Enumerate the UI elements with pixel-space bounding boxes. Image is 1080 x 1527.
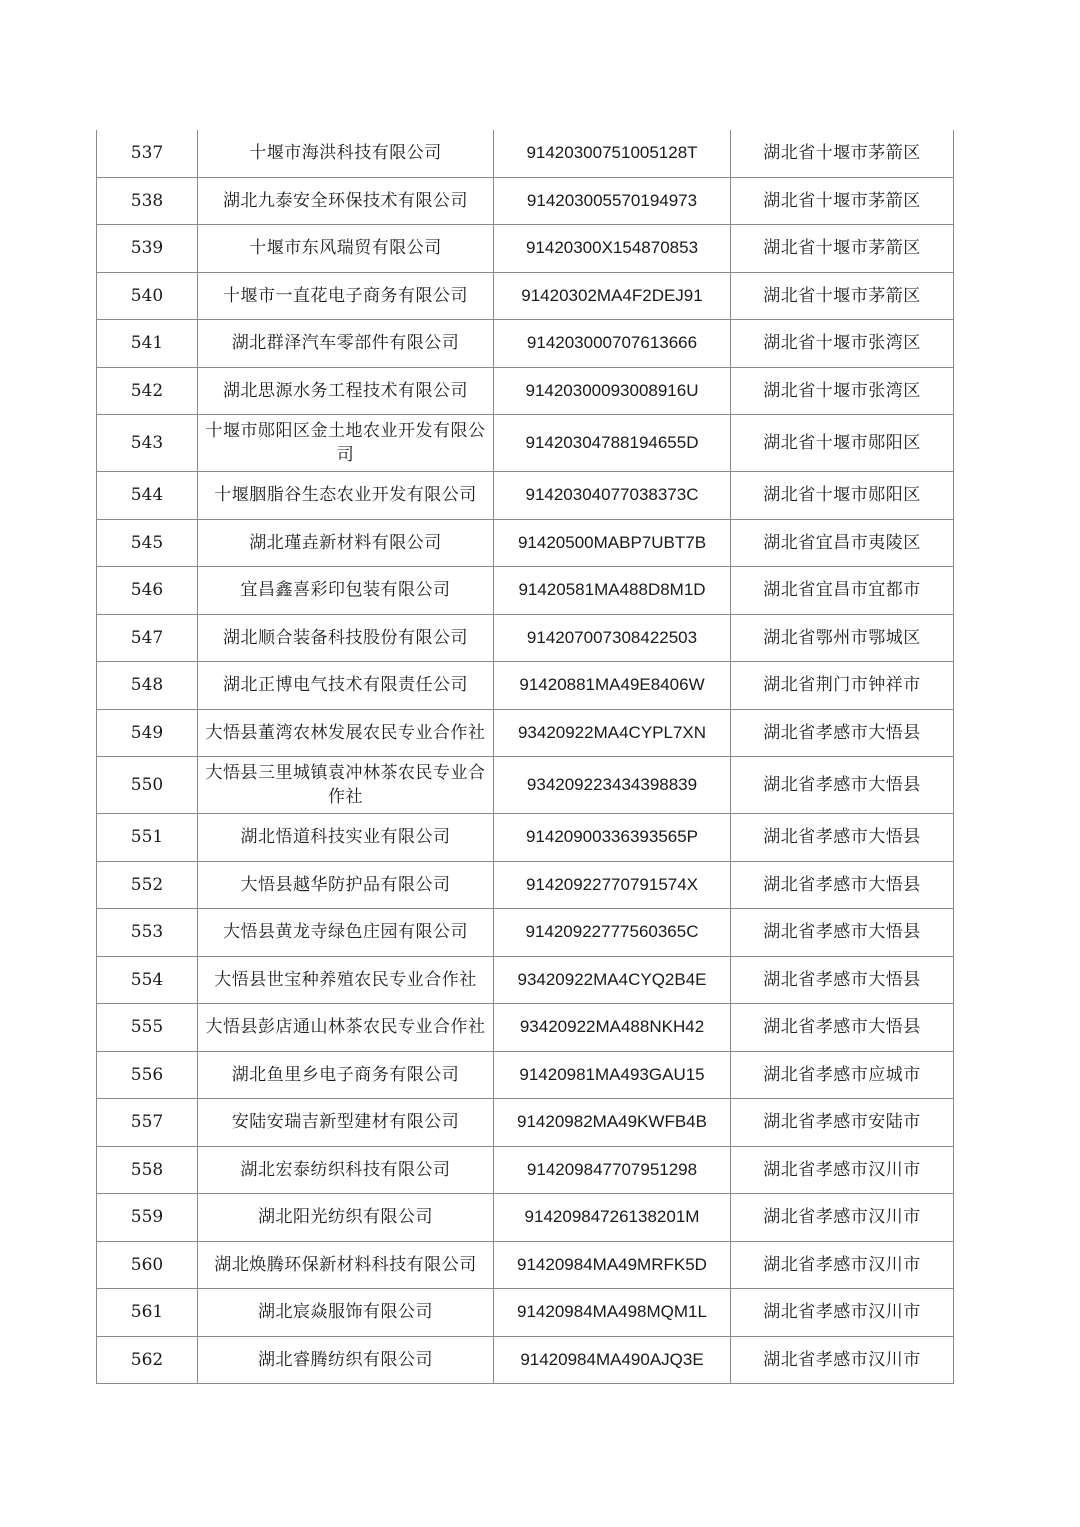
credit-code-cell: 934209223434398839 bbox=[494, 757, 731, 814]
row-number-cell: 558 bbox=[97, 1146, 198, 1194]
row-number-cell: 560 bbox=[97, 1241, 198, 1289]
company-name-cell: 宜昌鑫喜彩印包装有限公司 bbox=[198, 567, 494, 615]
row-number-cell: 555 bbox=[97, 1004, 198, 1052]
company-name-cell: 湖北顺合装备科技股份有限公司 bbox=[198, 614, 494, 662]
row-number-cell: 537 bbox=[97, 130, 198, 177]
region-cell: 湖北省孝感市大悟县 bbox=[731, 757, 954, 814]
table-row bbox=[97, 1336, 954, 1384]
row-number-cell: 546 bbox=[97, 567, 198, 615]
company-name-cell: 湖北群泽汽车零部件有限公司 bbox=[198, 320, 494, 368]
row-number-cell: 562 bbox=[97, 1336, 198, 1384]
credit-code-cell: 914203005570194973 bbox=[494, 177, 731, 225]
region-cell: 湖北省孝感市应城市 bbox=[731, 1051, 954, 1099]
row-number-cell: 544 bbox=[97, 472, 198, 520]
region-cell: 湖北省孝感市汉川市 bbox=[731, 1289, 954, 1337]
company-name-cell: 湖北宏泰纺织科技有限公司 bbox=[198, 1146, 494, 1194]
row-number-cell: 545 bbox=[97, 519, 198, 567]
region-cell: 湖北省孝感市汉川市 bbox=[731, 1241, 954, 1289]
company-name-cell: 安陆安瑞吉新型建材有限公司 bbox=[198, 1099, 494, 1147]
table-row bbox=[97, 519, 954, 567]
company-name-cell: 十堰市海洪科技有限公司 bbox=[198, 130, 494, 177]
table-row bbox=[97, 1194, 954, 1242]
row-number-cell: 542 bbox=[97, 367, 198, 415]
region-cell: 湖北省十堰市茅箭区 bbox=[731, 272, 954, 320]
credit-code-cell: 93420922MA4CYQ2B4E bbox=[494, 956, 731, 1004]
region-cell: 湖北省十堰市张湾区 bbox=[731, 320, 954, 368]
table-row bbox=[97, 909, 954, 957]
region-cell: 湖北省孝感市大悟县 bbox=[731, 814, 954, 862]
company-name-cell: 湖北思源水务工程技术有限公司 bbox=[198, 367, 494, 415]
row-number-cell: 561 bbox=[97, 1289, 198, 1337]
region-cell: 湖北省鄂州市鄂城区 bbox=[731, 614, 954, 662]
table-row bbox=[97, 472, 954, 520]
table-row bbox=[97, 1146, 954, 1194]
region-cell: 湖北省十堰市茅箭区 bbox=[731, 177, 954, 225]
credit-code-cell: 91420984MA49MRFK5D bbox=[494, 1241, 731, 1289]
company-name-cell: 大悟县三里城镇袁冲林茶农民专业合作社 bbox=[198, 757, 494, 814]
credit-code-cell: 91420300751005128T bbox=[494, 130, 731, 177]
region-cell: 湖北省荆门市钟祥市 bbox=[731, 662, 954, 710]
company-name-cell: 十堰市一直花电子商务有限公司 bbox=[198, 272, 494, 320]
credit-code-cell: 914203000707613666 bbox=[494, 320, 731, 368]
credit-code-cell: 91420300093008916U bbox=[494, 367, 731, 415]
credit-code-cell: 91420581MA488D8M1D bbox=[494, 567, 731, 615]
region-cell: 湖北省孝感市大悟县 bbox=[731, 1004, 954, 1052]
company-name-cell: 湖北悟道科技实业有限公司 bbox=[198, 814, 494, 862]
row-number-cell: 541 bbox=[97, 320, 198, 368]
region-cell: 湖北省孝感市大悟县 bbox=[731, 956, 954, 1004]
region-cell: 湖北省孝感市汉川市 bbox=[731, 1194, 954, 1242]
company-name-cell: 大悟县越华防护品有限公司 bbox=[198, 861, 494, 909]
row-number-cell: 550 bbox=[97, 757, 198, 814]
company-name-cell: 大悟县彭店通山林茶农民专业合作社 bbox=[198, 1004, 494, 1052]
table-row bbox=[97, 709, 954, 757]
table-row bbox=[97, 614, 954, 662]
row-number-cell: 553 bbox=[97, 909, 198, 957]
table-row bbox=[97, 567, 954, 615]
row-number-cell: 547 bbox=[97, 614, 198, 662]
credit-code-cell: 91420302MA4F2DEJ91 bbox=[494, 272, 731, 320]
credit-code-cell: 914209847707951298 bbox=[494, 1146, 731, 1194]
table-row bbox=[97, 130, 954, 177]
row-number-cell: 552 bbox=[97, 861, 198, 909]
credit-code-cell: 91420304788194655D bbox=[494, 415, 731, 472]
credit-code-cell: 91420500MABP7UBT7B bbox=[494, 519, 731, 567]
company-name-cell: 湖北睿腾纺织有限公司 bbox=[198, 1336, 494, 1384]
region-cell: 湖北省孝感市大悟县 bbox=[731, 909, 954, 957]
region-cell: 湖北省十堰市郧阳区 bbox=[731, 415, 954, 472]
row-number-cell: 540 bbox=[97, 272, 198, 320]
credit-code-cell: 93420922MA4CYPL7XN bbox=[494, 709, 731, 757]
table-row bbox=[97, 1289, 954, 1337]
table-row bbox=[97, 956, 954, 1004]
company-name-cell: 十堰市郧阳区金土地农业开发有限公司 bbox=[198, 415, 494, 472]
region-cell: 湖北省十堰市郧阳区 bbox=[731, 472, 954, 520]
table-row bbox=[97, 1004, 954, 1052]
company-name-cell: 大悟县董湾农林发展农民专业合作社 bbox=[198, 709, 494, 757]
region-cell: 湖北省十堰市茅箭区 bbox=[731, 225, 954, 273]
table-row bbox=[97, 367, 954, 415]
company-name-cell: 十堰市东风瑞贸有限公司 bbox=[198, 225, 494, 273]
company-name-cell: 湖北宸焱服饰有限公司 bbox=[198, 1289, 494, 1337]
region-cell: 湖北省十堰市茅箭区 bbox=[731, 130, 954, 177]
credit-code-cell: 91420304077038373C bbox=[494, 472, 731, 520]
company-name-cell: 大悟县黄龙寺绿色庄园有限公司 bbox=[198, 909, 494, 957]
credit-code-cell: 91420981MA493GAU15 bbox=[494, 1051, 731, 1099]
table-row bbox=[97, 177, 954, 225]
table-body bbox=[97, 130, 954, 1384]
credit-code-cell: 91420300X154870853 bbox=[494, 225, 731, 273]
company-name-cell: 十堰胭脂谷生态农业开发有限公司 bbox=[198, 472, 494, 520]
region-cell: 湖北省孝感市大悟县 bbox=[731, 709, 954, 757]
row-number-cell: 539 bbox=[97, 225, 198, 273]
row-number-cell: 554 bbox=[97, 956, 198, 1004]
region-cell: 湖北省孝感市汉川市 bbox=[731, 1336, 954, 1384]
region-cell: 湖北省宜昌市宜都市 bbox=[731, 567, 954, 615]
company-name-cell: 湖北正博电气技术有限责任公司 bbox=[198, 662, 494, 710]
row-number-cell: 548 bbox=[97, 662, 198, 710]
table-row bbox=[97, 861, 954, 909]
row-number-cell: 551 bbox=[97, 814, 198, 862]
table-row bbox=[97, 814, 954, 862]
company-name-cell: 湖北瑾垚新材料有限公司 bbox=[198, 519, 494, 567]
table-row bbox=[97, 415, 954, 472]
region-cell: 湖北省孝感市汉川市 bbox=[731, 1146, 954, 1194]
row-number-cell: 559 bbox=[97, 1194, 198, 1242]
company-name-cell: 湖北鱼里乡电子商务有限公司 bbox=[198, 1051, 494, 1099]
credit-code-cell: 91420922777560365C bbox=[494, 909, 731, 957]
credit-code-cell: 91420881MA49E8406W bbox=[494, 662, 731, 710]
row-number-cell: 538 bbox=[97, 177, 198, 225]
credit-code-cell: 91420984726138201M bbox=[494, 1194, 731, 1242]
table-row bbox=[97, 1051, 954, 1099]
region-cell: 湖北省宜昌市夷陵区 bbox=[731, 519, 954, 567]
credit-code-cell: 91420922770791574X bbox=[494, 861, 731, 909]
company-name-cell: 湖北阳光纺织有限公司 bbox=[198, 1194, 494, 1242]
credit-code-cell: 91420900336393565P bbox=[494, 814, 731, 862]
table-row bbox=[97, 662, 954, 710]
region-cell: 湖北省孝感市安陆市 bbox=[731, 1099, 954, 1147]
credit-code-cell: 91420982MA49KWFB4B bbox=[494, 1099, 731, 1147]
enterprise-table bbox=[96, 130, 954, 1384]
company-name-cell: 大悟县世宝种养殖农民专业合作社 bbox=[198, 956, 494, 1004]
credit-code-cell: 91420984MA490AJQ3E bbox=[494, 1336, 731, 1384]
row-number-cell: 556 bbox=[97, 1051, 198, 1099]
row-number-cell: 543 bbox=[97, 415, 198, 472]
region-cell: 湖北省十堰市张湾区 bbox=[731, 367, 954, 415]
company-name-cell: 湖北九泰安全环保技术有限公司 bbox=[198, 177, 494, 225]
table-row bbox=[97, 757, 954, 814]
table-row bbox=[97, 1099, 954, 1147]
credit-code-cell: 914207007308422503 bbox=[494, 614, 731, 662]
credit-code-cell: 93420922MA488NKH42 bbox=[494, 1004, 731, 1052]
company-name-cell: 湖北焕腾环保新材料科技有限公司 bbox=[198, 1241, 494, 1289]
table-row bbox=[97, 1241, 954, 1289]
region-cell: 湖北省孝感市大悟县 bbox=[731, 861, 954, 909]
table-row bbox=[97, 320, 954, 368]
row-number-cell: 557 bbox=[97, 1099, 198, 1147]
table-row bbox=[97, 272, 954, 320]
row-number-cell: 549 bbox=[97, 709, 198, 757]
table-row bbox=[97, 225, 954, 273]
credit-code-cell: 91420984MA498MQM1L bbox=[494, 1289, 731, 1337]
